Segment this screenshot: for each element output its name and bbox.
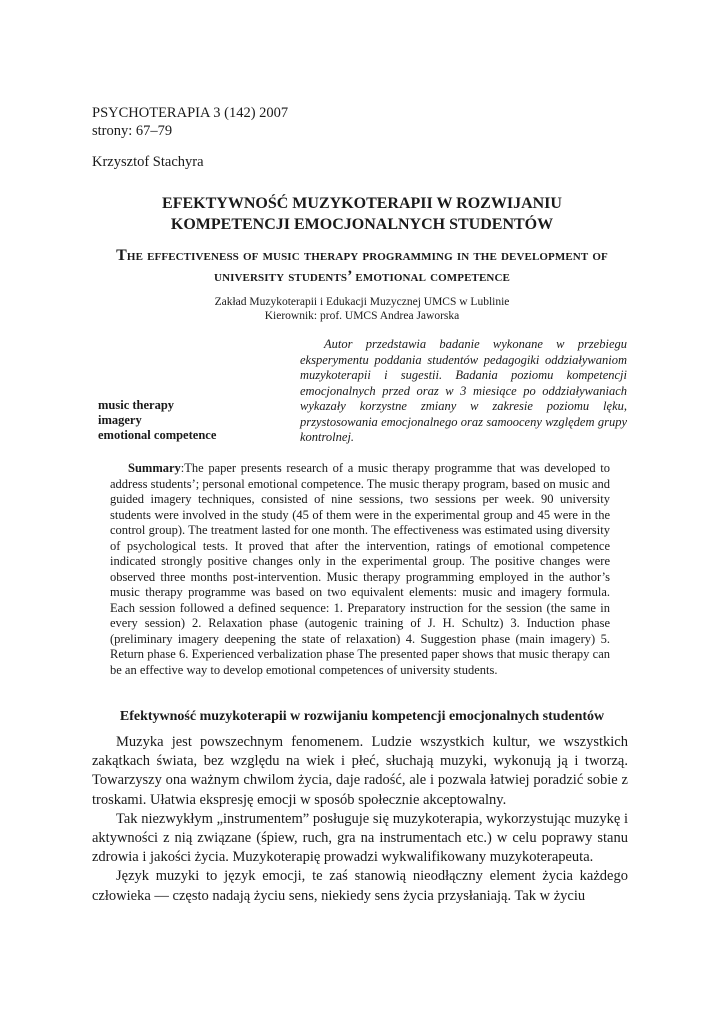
- abstract-polish: Autor przedstawia badanie wykonane w przebiegu eksperymentu poddania studentów pedagogiki oddziaływaniom muzykoterapii i sugestii. Badania poziomu kompetencji emocjonalnych przed oraz w 3 miesiące po oddziaływaniach wykazały korzystne zmiany w zakresie poziomu lęku, przystosowania emocjonalnego oraz samooceny względem grupy kontrolnej.: [300, 337, 627, 444]
- affiliation: [92, 295, 632, 323]
- summary-label: Summary: [128, 461, 181, 475]
- title-english-line-1: The effectiveness of music therapy programming in the development of: [116, 247, 608, 264]
- journal-header: [92, 104, 288, 140]
- affiliation-line-1: Zakład Muzykoterapii i Edukacji Muzycznej UMCS w Lublinie: [214, 296, 510, 308]
- keyword: emotional competence: [98, 428, 217, 442]
- title-polish: [92, 193, 632, 235]
- keywords: [98, 398, 216, 443]
- body-paragraph: Język muzyki to język emocji, te zaś stanowią nieodłączny element życia każdego człowieka — często nadają życiu sens, niekiedy sens życia przysłaniają. Tak w życiu: [92, 868, 628, 904]
- page-range: strony: 67–79: [92, 123, 173, 139]
- keyword: music therapy: [98, 398, 175, 412]
- title-polish-line-2: KOMPETENCJI EMOCJONALNYCH STUDENTÓW: [170, 216, 554, 233]
- journal-issue: PSYCHOTERAPIA 3 (142) 2007: [92, 105, 289, 121]
- title-polish-line-1: EFEKTYWNOŚĆ MUZYKOTERAPII W ROZWIJANIU: [162, 195, 562, 212]
- summary: [110, 461, 610, 678]
- keyword: imagery: [98, 413, 142, 427]
- affiliation-line-2: Kierownik: prof. UMCS Andrea Jaworska: [264, 310, 460, 322]
- body-paragraph: Tak niezwykłym „instrumentem” posługuje się muzykoterapia, wykorzystując muzykę i aktywności z nią związane (śpiew, ruch, gra na instrumentach etc.) w celu poprawy stanu zdrowia i jakości życia. Muzykoterapię prowadzi wykwalifikowany muzykoterapeuta.: [92, 810, 628, 866]
- section-heading: Efektywność muzykoterapii w rozwijaniu kompetencji emocjonalnych studentów: [119, 709, 605, 724]
- author-name: Krzysztof Stachyra: [92, 154, 204, 170]
- summary-text: :The paper presents research of a music therapy programme that was developed to address students’; personal emotional competence. The music therapy program, based on music and guided imagery techniques, consisted of nine sessions, two sessions per week. 90 university students were involved in the study (45 of them were in the experimental group and 45 were in the control group). The treatment lasted for one month. The effectiveness was estimated using diversity of psychological tests. It proved that after the intervention, ratings of emotional competence indicated strongly positive changes only in the experimental group. The positive changes were observed three months post-intervention. Music therapy programming employed in the author’s music therapy programme was based on two equivalent elements: music and imagery formula. Each session followed a defined sequence: 1. Preparatory instruction for the session (the same in every session) 2. Relaxation phase (autogenic training of J. H. Schultz) 3. Induction phase (preliminary imagery deepening the state of relaxation) 4. Suggestion phase (main imagery) 5. Return phase 6. Experienced verbalization phase The presented paper shows that music therapy can be an effective way to develop emotional competences of university students.: [110, 461, 610, 677]
- title-english: [92, 245, 632, 287]
- body-paragraph: Muzyka jest powszechnym fenomenem. Ludzie wszystkich kultur, we wszystkich zakątkach świata, bez względu na wiek i płeć, słuchają muzyki, wykonują ją i tworzą. Towarzyszy ona ważnym chwilom życia, daje radość, ale i pozwala łatwiej poradzić sobie z troskami. Ułatwia ekspresję emocji w sposób społecznie akceptowalny.: [92, 734, 628, 808]
- title-english-line-2: university students’ emotional competence: [214, 268, 510, 285]
- body-text: [92, 733, 628, 906]
